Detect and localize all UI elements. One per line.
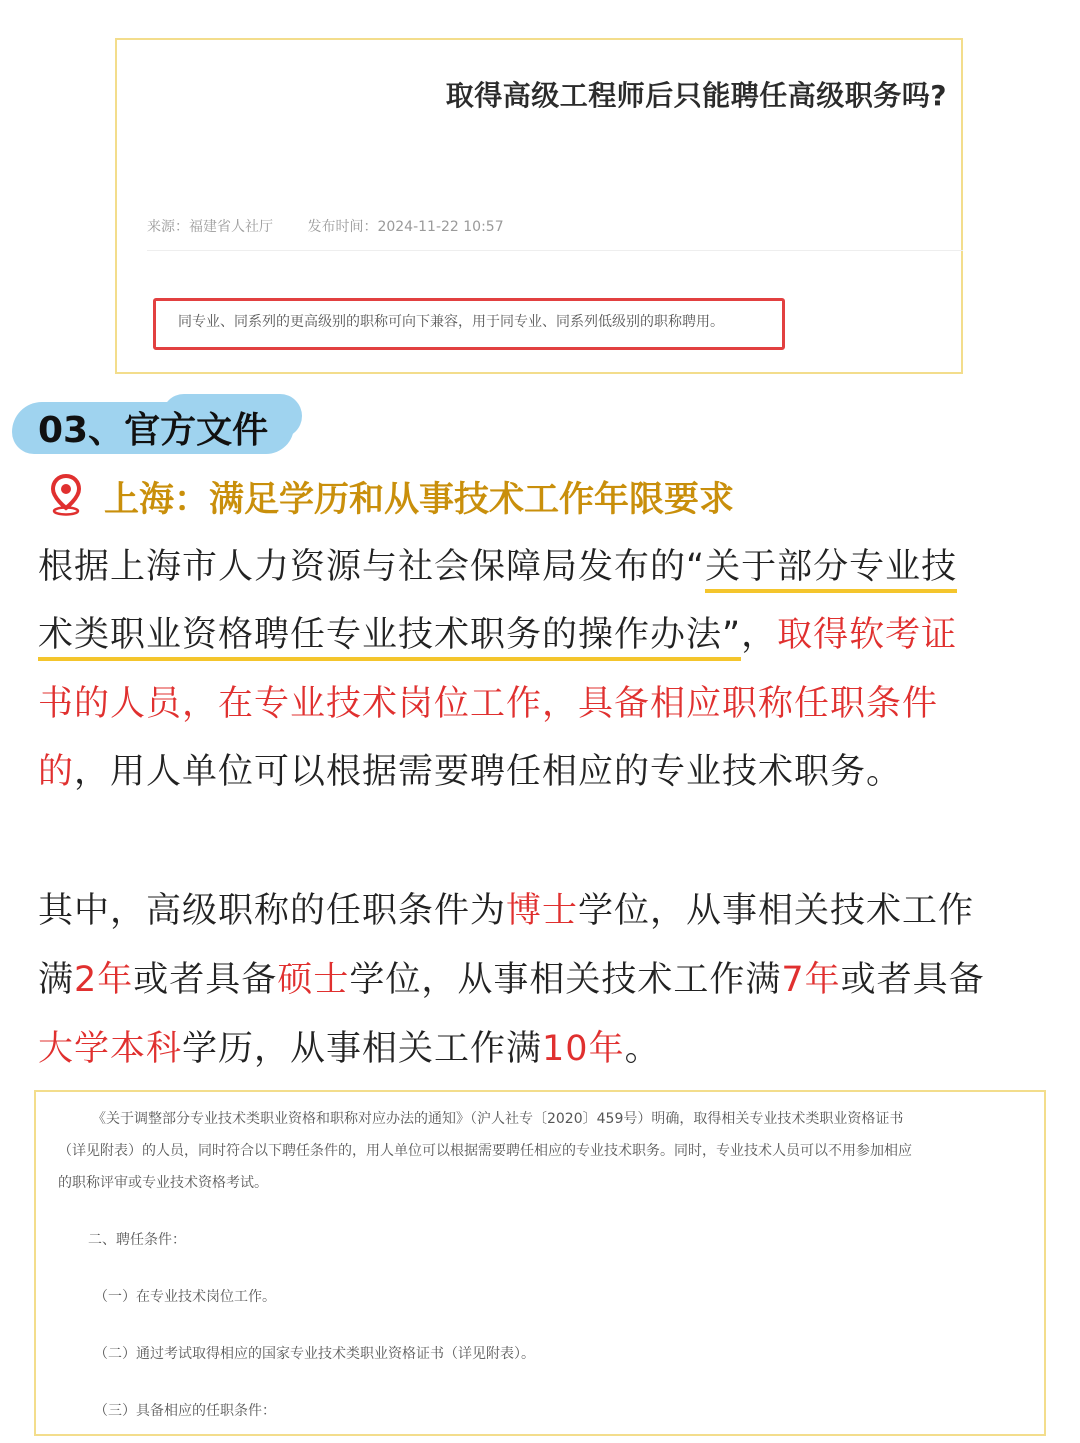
highlighted-text: 硕士 (277, 960, 350, 1000)
highlighted-text: 取得软考证 (777, 615, 958, 655)
article-screenshot-card (115, 38, 963, 374)
paragraph-line (38, 611, 957, 659)
highlighted-text: 10年 (542, 1029, 625, 1069)
highlighted-text: 的 (38, 752, 75, 792)
paragraph-line (38, 748, 902, 796)
document-text-line: 《关于调整部分专业技术类职业资格和职称对应办法的通知》（沪人社专〔2020〕459号）明确，取得相关专业技术类职业资格证书 (92, 1111, 904, 1127)
document-text-line: （详见附表）的人员，同时符合以下聘任条件的，用人单位可以根据需要聘任相应的专业技术职务。同时，专业技术人员可以不用参加相应 (58, 1143, 912, 1159)
article-source: 来源：福建省人社厅 (147, 219, 273, 235)
document-screenshot-card (34, 1090, 1046, 1436)
text-segment: 。 (624, 1029, 661, 1069)
section-heading (12, 394, 302, 460)
map-pin-icon (50, 474, 82, 516)
highlight-box: 同专业、同系列的更高级别的职称可向下兼容，用于同专业、同系列低级别的职称聘用。 (153, 298, 785, 350)
condition-item: （一）在专业技术岗位工作。 (94, 1289, 276, 1305)
document-subheading: 二、聘任条件： (88, 1232, 186, 1248)
paragraph-line (38, 887, 974, 935)
text-segment: 学历，从事相关工作满 (182, 1029, 543, 1069)
condition-item: （二）通过考试取得相应的国家专业技术类职业资格证书（详见附表）。 (94, 1346, 535, 1362)
highlighted-text: 7年 (781, 960, 841, 1000)
text-segment: ， (741, 615, 778, 655)
paragraph-line (38, 680, 938, 728)
text-segment: 或者具备 (840, 960, 985, 1000)
divider (147, 250, 963, 251)
highlighted-text: 博士 (506, 891, 579, 931)
text-segment: 或者具备 (133, 960, 278, 1000)
text-segment: 根据上海市人力资源与社会保障局发布的“ (38, 547, 706, 587)
highlighted-text: 书的人员，在专业技术岗位工作，具备相应职称任职条件 (38, 684, 939, 724)
underlined-text: 术类职业资格聘任专业技术职务的操作办法” (38, 615, 741, 661)
underlined-text: 关于部分专业技 (705, 547, 957, 593)
article-meta (147, 216, 534, 236)
text-segment: 满 (38, 960, 75, 1000)
condition-item: （三）具备相应的任职条件： (94, 1403, 276, 1419)
paragraph-line (38, 1025, 661, 1073)
document-text-line: 的职称评审或专业技术资格考试。 (58, 1175, 268, 1191)
paragraph-line (38, 543, 957, 591)
highlighted-text: 大学本科 (38, 1029, 183, 1069)
highlighted-text: 2年 (74, 960, 134, 1000)
location-title: 上海：满足学历和从事技术工作年限要求 (104, 480, 735, 520)
article-publish-time: 发布时间：2024-11-22 10:57 (307, 219, 504, 235)
text-segment: ，用人单位可以根据需要聘任相应的专业技术职务。 (74, 752, 903, 792)
text-segment: 学位，从事相关技术工作 (578, 891, 975, 931)
section-heading-text: 03、官方文件 (38, 410, 269, 451)
text-segment: 学位，从事相关技术工作满 (349, 960, 782, 1000)
text-segment: 其中，高级职称的任职条件为 (38, 891, 507, 931)
paragraph-line (38, 956, 985, 1004)
article-title: 取得高级工程师后只能聘任高级职务吗? (445, 79, 947, 112)
